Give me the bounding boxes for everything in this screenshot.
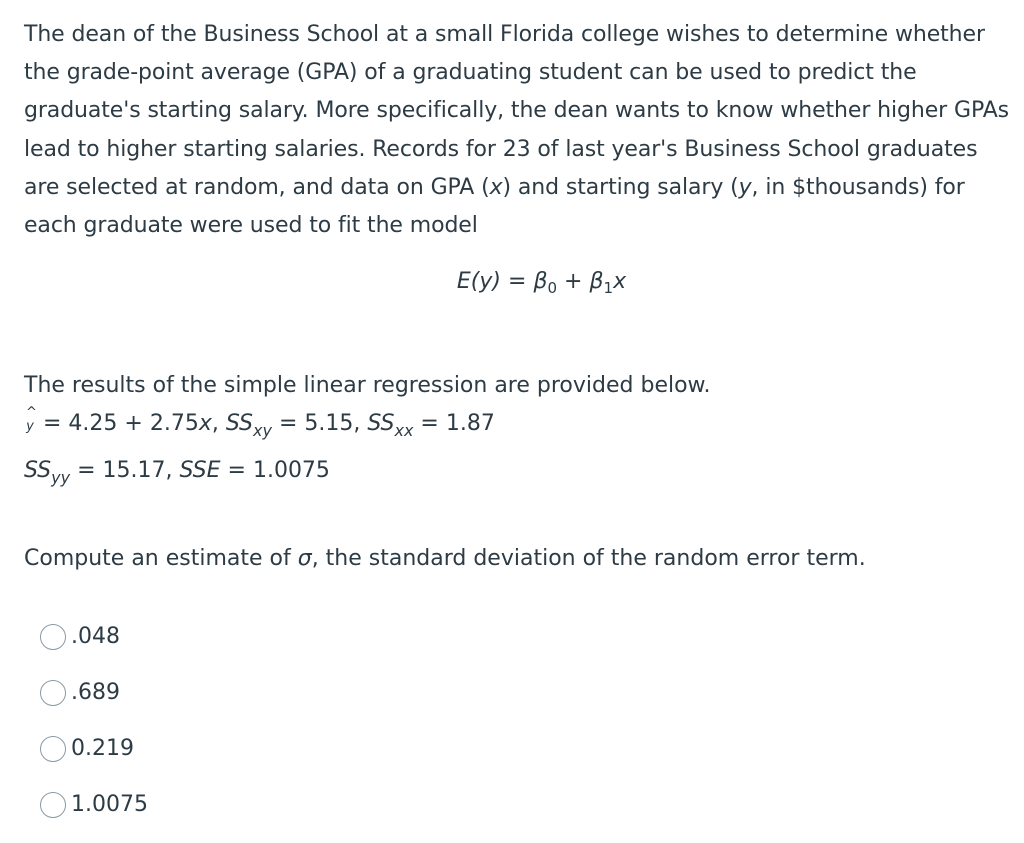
model-beta1: β (589, 269, 604, 295)
ssyy-value: = 15.17, (70, 458, 180, 484)
sse-label: SSE (179, 458, 221, 484)
radio-button[interactable] (40, 680, 66, 706)
model-beta0-sub: 0 (547, 279, 558, 298)
ssyy-label: SS (24, 458, 52, 484)
ssxx-sub: xx (394, 421, 414, 441)
answer-option-1[interactable] (24, 619, 1019, 654)
regression-x: x (198, 411, 212, 437)
model-plus: + (564, 269, 583, 295)
model-beta1-sub: 1 (603, 279, 614, 298)
answer-option-4[interactable] (24, 787, 1019, 822)
question-container (24, 16, 1019, 843)
model-beta0: β (533, 269, 548, 295)
ssyy-sub: yy (51, 468, 71, 488)
model-lhs: E(y) (456, 269, 501, 295)
ssxx-label: SS (367, 411, 395, 437)
ssxy-value: = 5.15, (271, 411, 368, 437)
results-heading: The results of the simple linear regression are provided below. (24, 373, 711, 399)
regression-separator: , (211, 411, 226, 437)
intro-text-part-3: , in $thousands) for each graduate were used to fit the model (24, 174, 965, 239)
results-line-1 (24, 409, 1019, 442)
question-intro (24, 16, 1019, 245)
intro-text-part-2: ) and starting salary ( (502, 174, 739, 200)
question-prompt (24, 544, 1019, 574)
sse-value: = 1.0075 (220, 458, 330, 484)
answer-option-label: 1.0075 (71, 791, 148, 817)
radio-button[interactable] (40, 736, 66, 762)
answer-option-label: 0.219 (71, 735, 134, 761)
radio-button[interactable] (40, 792, 66, 818)
intro-var-y: y (738, 174, 752, 200)
intro-var-x: x (489, 174, 503, 200)
answer-option-2[interactable] (24, 675, 1019, 710)
answer-option-label: .689 (71, 679, 120, 705)
regression-equation: = 4.25 + 2.75 (43, 411, 199, 437)
results-line-2 (24, 456, 1019, 486)
prompt-sigma: σ (297, 546, 312, 572)
ssxx-value: = 1.87 (413, 411, 495, 437)
prompt-text-after: , the standard deviation of the random error term. (311, 546, 866, 572)
answer-option-label: .048 (71, 623, 120, 649)
model-equation (24, 267, 1019, 297)
answer-option-3[interactable] (24, 731, 1019, 766)
ssxy-label: SS (225, 411, 254, 437)
model-equals: = (508, 269, 527, 295)
model-x: x (613, 269, 627, 295)
ssxy-sub: xy (253, 421, 272, 441)
prompt-text-before: Compute an estimate of (24, 546, 298, 572)
yhat-symbol: ^ y (24, 412, 36, 442)
answer-options (24, 619, 1019, 822)
intro-text-part-1: The dean of the Business School at a small Florida college wishes to determine whether the grade-point average (GPA) of a graduating student can be used to predict the graduate's starting salary. More specifically, the dean wants to know whether higher GPAs lead to higher starting salaries. Records for 23 of last year's Business School graduates are selected at random, and data on GPA ( (24, 22, 1010, 200)
radio-button[interactable] (40, 624, 66, 650)
